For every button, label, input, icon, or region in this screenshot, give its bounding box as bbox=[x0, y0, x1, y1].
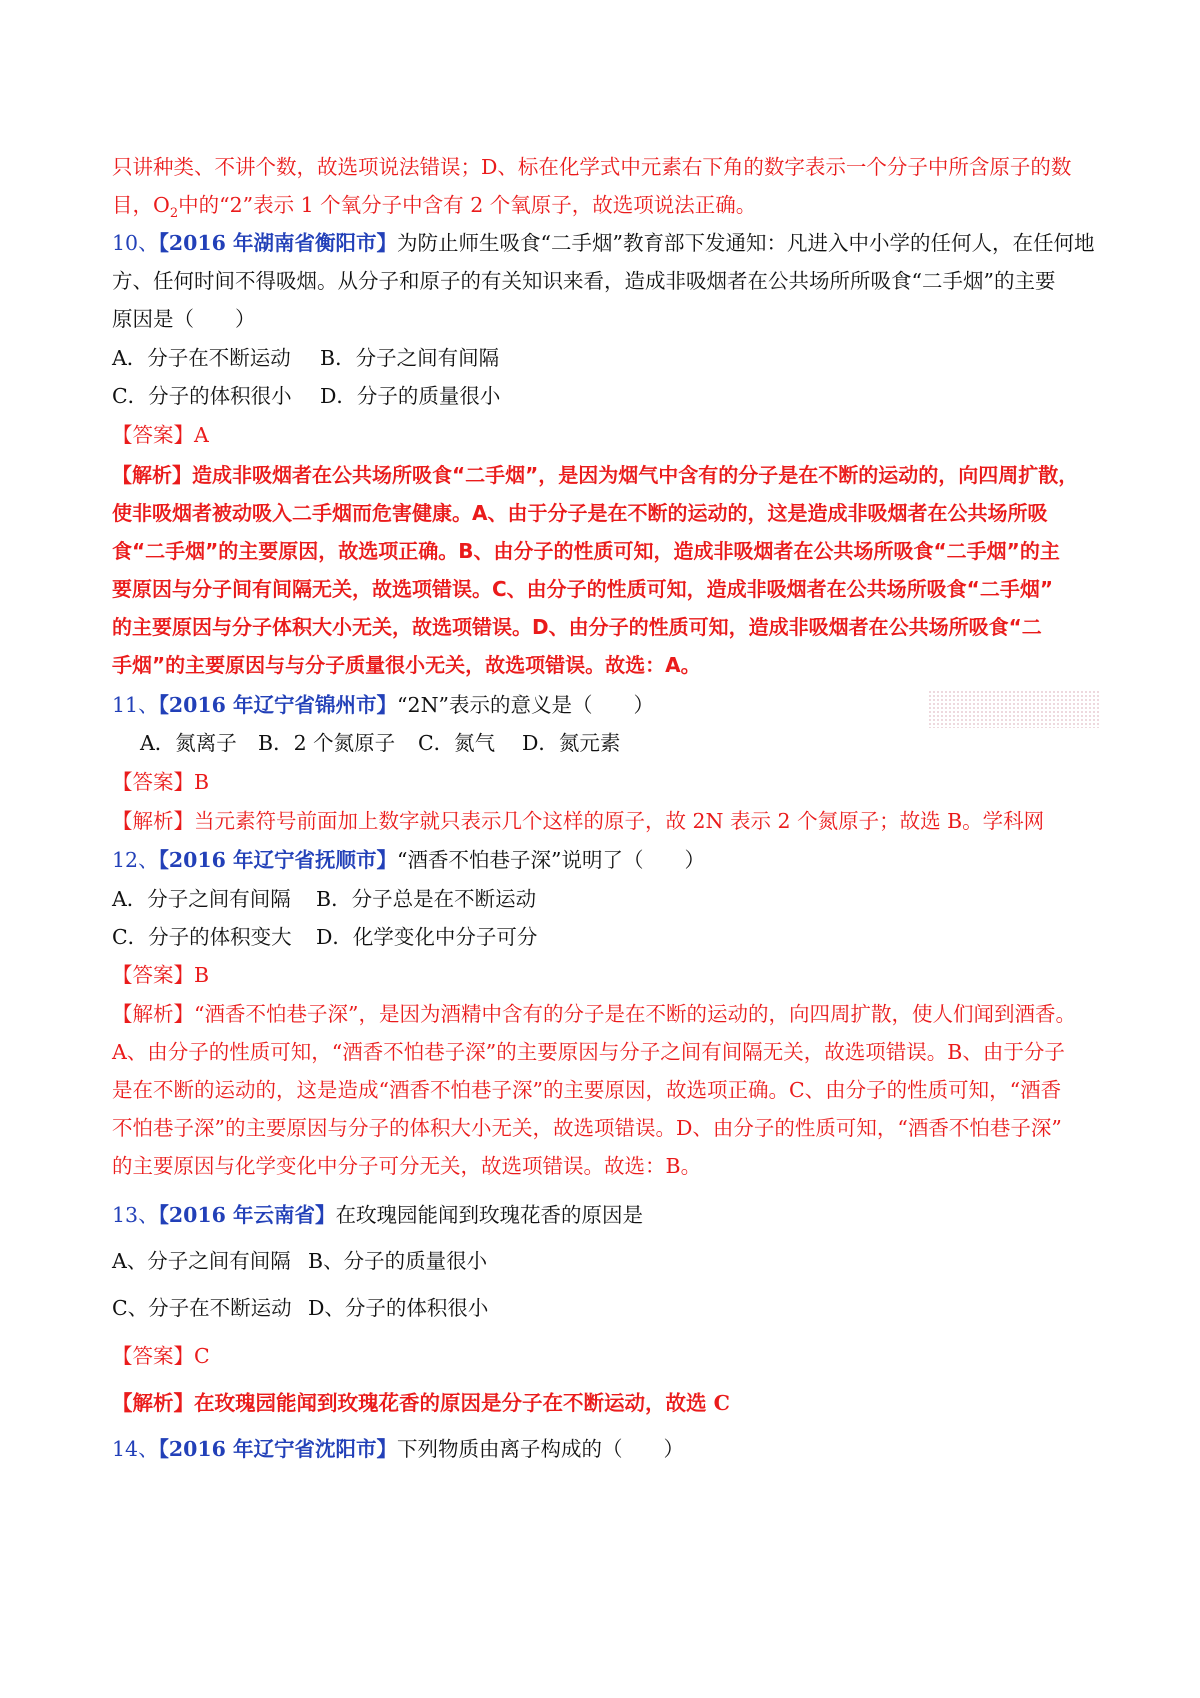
q10-analysis-line-1: 【解析】造成非吸烟者在公共场所吸食“二手烟”，是因为烟气中含有的分子是在不断的运动的，向四周扩散， bbox=[112, 463, 1079, 487]
q12-number: 12、 bbox=[112, 848, 159, 872]
q11-option-b: B．2 个氮原子 bbox=[258, 731, 396, 755]
q10-answer: 【答案】A bbox=[112, 423, 209, 447]
intro-line-1: 只讲种类、不讲个数，故选项说法错误；D、标在化学式中元素右下角的数字表示一个分子中所含原子的数 bbox=[112, 155, 1072, 179]
q10-options-row-1 bbox=[112, 343, 1102, 373]
q12-option-a: A．分子之间有间隔 bbox=[112, 887, 291, 911]
q11-number: 11、 bbox=[112, 693, 159, 717]
q12-stem: 12、【2016 年辽宁省抚顺市】“酒香不怕巷子深”说明了（ ） bbox=[112, 848, 706, 872]
q12-analysis-line-5: 的主要原因与化学变化中分子可分无关，故选项错误。故选：B。 bbox=[112, 1154, 702, 1178]
q12-option-b: B．分子总是在不断运动 bbox=[316, 887, 537, 911]
q10-analysis-line-6: 手烟”的主要原因与与分子质量很小无关，故选项错误。故选：A。 bbox=[112, 653, 701, 677]
q13-stem: 13、【2016 年云南省】在玫瑰园能闻到玫瑰花香的原因是 bbox=[112, 1203, 644, 1227]
q10-option-c: C．分子的体积很小 bbox=[112, 384, 292, 408]
q14-number: 14、 bbox=[112, 1437, 159, 1461]
q10-stem-line-1: 10、【2016 年湖南省衡阳市】为防止师生吸食“二手烟”教育部下发通知：凡进入中小学的任何人，在任何地 bbox=[112, 231, 1095, 255]
q10-option-b: B．分子之间有间隔 bbox=[320, 346, 500, 370]
q11-option-c: C．氮气 bbox=[418, 731, 496, 755]
q10-analysis-line-5: 的主要原因与分子体积大小无关，故选项错误。D、由分子的性质可知，造成非吸烟者在公共场所吸食“二 bbox=[112, 615, 1042, 639]
q14-source: 【2016 年辽宁省沈阳市】 bbox=[158, 1437, 398, 1461]
q10-number: 10、 bbox=[112, 231, 159, 255]
q10-source: 【2016 年湖南省衡阳市】 bbox=[158, 231, 398, 255]
q12-analysis-line-4: 不怕巷子深”的主要原因与分子的体积大小无关，故选项错误。D、由分子的性质可知，“酒香不怕巷子深” bbox=[112, 1116, 1062, 1140]
q12-source: 【2016 年辽宁省抚顺市】 bbox=[158, 848, 398, 872]
q10-analysis-line-2: 使非吸烟者被动吸入二手烟而危害健康。A、由于分子是在不断的运动的，这是造成非吸烟者在公共场所吸 bbox=[112, 501, 1048, 525]
q10-option-a: A．分子在不断运动 bbox=[112, 346, 291, 370]
q13-analysis: 【解析】在玫瑰园能闻到玫瑰花香的原因是分子在不断运动，故选 C bbox=[112, 1391, 730, 1415]
q11-source: 【2016 年辽宁省锦州市】 bbox=[158, 693, 398, 717]
q13-option-c: C、分子在不断运动 bbox=[112, 1296, 292, 1320]
q11-stem: 11、【2016 年辽宁省锦州市】“2N”表示的意义是（ ） bbox=[112, 693, 654, 717]
q10-stem-line-3: 原因是（ ） bbox=[112, 307, 256, 331]
q12-options-row-1 bbox=[112, 884, 1102, 914]
q10-options-row-2 bbox=[112, 381, 1102, 411]
q13-options-row-2 bbox=[112, 1293, 1102, 1323]
q11-option-a: A．氮离子 bbox=[140, 731, 237, 755]
q11-options-row bbox=[140, 728, 1130, 758]
q12-option-c: C．分子的体积变大 bbox=[112, 925, 292, 949]
intro-line-2: 目，$O_2$中的“2”表示 1 个氧分子中含有 2 个氧原子，故选项说法正确。 bbox=[112, 193, 757, 222]
q12-options-row-2 bbox=[112, 922, 1102, 952]
q10-stem-line-2: 方、任何时间不得吸烟。从分子和原子的有关知识来看，造成非吸烟者在公共场所所吸食“二手烟”的主要 bbox=[112, 269, 1056, 293]
q13-answer: 【答案】C bbox=[112, 1344, 210, 1368]
q10-analysis-line-3: 食“二手烟”的主要原因，故选项正确。B、由分子的性质可知，造成非吸烟者在公共场所吸食“二手烟”的主 bbox=[112, 539, 1060, 563]
q12-analysis-line-2: A、由分子的性质可知，“酒香不怕巷子深”的主要原因与分子之间有间隔无关，故选项错误。B、由于分子 bbox=[112, 1040, 1065, 1064]
q13-options-row-1 bbox=[112, 1246, 1102, 1276]
q12-analysis-line-1: 【解析】“酒香不怕巷子深”，是因为酒精中含有的分子是在不断的运动的，向四周扩散，使人们闻到酒香。 bbox=[112, 1002, 1076, 1026]
q13-option-b: B、分子的质量很小 bbox=[308, 1249, 488, 1273]
q13-source: 【2016 年云南省】 bbox=[158, 1203, 336, 1227]
q13-option-d: D、分子的体积很小 bbox=[308, 1296, 489, 1320]
q13-number: 13、 bbox=[112, 1203, 159, 1227]
q11-answer: 【答案】B bbox=[112, 770, 210, 794]
q12-answer: 【答案】B bbox=[112, 963, 210, 987]
q12-analysis-line-3: 是在不断的运动的，这是造成“酒香不怕巷子深”的主要原因，故选项正确。C、由分子的性质可知，“酒香 bbox=[112, 1078, 1062, 1102]
q10-option-d: D．分子的质量很小 bbox=[320, 384, 501, 408]
q11-analysis: 【解析】当元素符号前面加上数字就只表示几个这样的原子，故 2N 表示 2 个氮原子；故选 B。学科网 bbox=[112, 809, 1045, 833]
q14-stem: 14、【2016 年辽宁省沈阳市】下列物质由离子构成的（ ） bbox=[112, 1437, 685, 1461]
q12-option-d: D．化学变化中分子可分 bbox=[316, 925, 538, 949]
q13-option-a: A、分子之间有间隔 bbox=[112, 1249, 291, 1273]
q11-option-d: D．氮元素 bbox=[522, 731, 621, 755]
q10-analysis-line-4: 要原因与分子间有间隔无关，故选项错误。C、由分子的性质可知，造成非吸烟者在公共场所吸食“二手烟” bbox=[112, 577, 1053, 601]
